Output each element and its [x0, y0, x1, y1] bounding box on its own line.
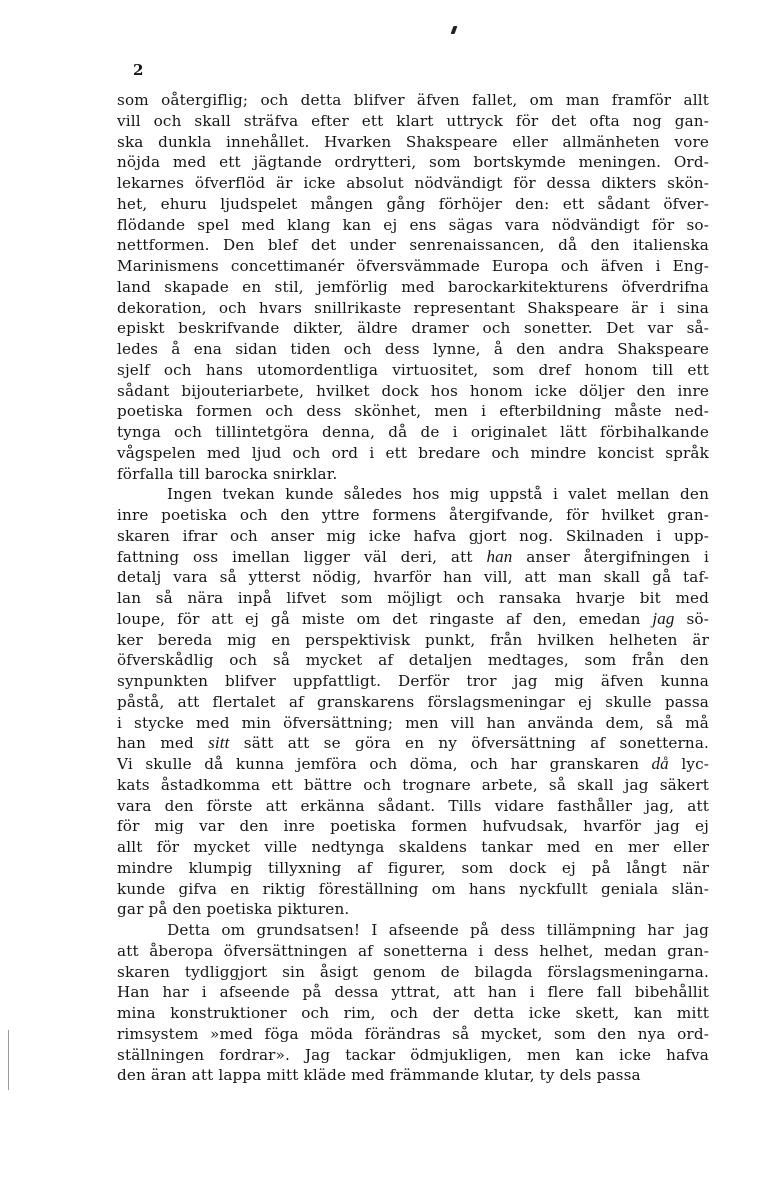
text-line: [117, 547, 709, 568]
text-run: tynga och tillintetgöra denna, då de i originalet lätt förbihalkande: [117, 423, 709, 441]
text-run: ska dunkla innehållet. Hvarken Shakspeare eller allmänheten vore: [117, 132, 709, 151]
text-run: kunde gifva en riktig föreställning om hans nyckfullt geniala slän-: [117, 879, 709, 898]
text-line: [117, 650, 709, 671]
text-line: [117, 775, 709, 796]
text-line: [117, 401, 709, 422]
italic-word: då: [651, 754, 669, 773]
text-line: [117, 588, 709, 609]
text-line: [117, 609, 709, 630]
text-run: rimsystem »med föga möda förändras så mycket, som den nya ord-: [117, 1024, 709, 1043]
text-run: mindre klumpig tillyxning af figurer, som dock ej på långt när: [117, 858, 709, 877]
paragraph: [117, 90, 709, 484]
text-run: att åberopa öfversättningen af sonetterna i dess helhet, medan gran-: [117, 941, 709, 960]
text-run: Marinismens concettimanér öfversvämmade Europa och äfven i Eng-: [117, 257, 709, 275]
text-run: dekoration, och hvars snillrikaste representant Shakspeare är i sina: [117, 298, 709, 317]
text-run: land skapade en stil, jemförlig med barockarkitekturens öfverdrifna: [117, 277, 709, 296]
text-run: gar på den poetiska pikturen.: [117, 900, 350, 919]
text-run: kats åstadkomma ett bättre och trognare arbete, så skall jag säkert: [117, 775, 709, 794]
text-line: [117, 858, 709, 879]
text-line: [117, 194, 709, 215]
text-line: [117, 567, 709, 588]
text-line: [117, 671, 709, 692]
text-line: [117, 816, 709, 837]
text-run: lyc-: [668, 755, 710, 773]
text-line: [117, 982, 709, 1003]
text-line: [117, 422, 709, 443]
text-line: [117, 298, 709, 319]
text-line: [117, 941, 709, 962]
text-run: han med: [117, 734, 209, 753]
text-line: [117, 899, 709, 920]
text-run: ker bereda mig en perspektivisk punkt, från hvilken helheten är: [117, 630, 709, 649]
text-run: den äran att lappa mitt kläde med främmande klutar, ty dels passa: [117, 1066, 641, 1085]
text-run: ställningen fordrar». Jag tackar ödmjukligen, men kan icke hafva: [117, 1045, 709, 1064]
text-line: [117, 111, 709, 132]
text-line: [117, 1003, 709, 1024]
text-run: förfalla till barocka snirklar.: [117, 464, 338, 483]
text-run: vill och skall sträfva efter ett klart uttryck för det ofta nog gan-: [117, 111, 709, 130]
body-text: [117, 90, 709, 1086]
text-run: påstå, att flertalet af granskarens förslagsmeningar ej skulle passa: [117, 692, 709, 711]
text-line: [117, 1045, 709, 1066]
text-run: sjelf och hans utomordentliga virtuositet, som dref honom till ett: [117, 360, 709, 379]
text-run: het, ehuru ljudspelet mången gång förhöjer den: ett sådant öfver-: [117, 194, 709, 213]
text-run: skaren tydliggjort sin åsigt genom de bilagda förslagsmeningarna.: [117, 962, 709, 981]
text-line: [117, 796, 709, 817]
text-line: [117, 339, 709, 360]
text-run: Han har i afseende på dessa yttrat, att han i flere fall bibehållit: [117, 983, 709, 1002]
text-line: [117, 256, 709, 277]
text-line: [117, 277, 709, 298]
paragraph: [117, 484, 709, 920]
text-run: loupe, för att ej gå miste om det ringaste af den, emedan: [117, 609, 653, 628]
text-run: skaren ifrar och anser mig icke hafva gjort nog. Skilnaden i upp-: [117, 526, 709, 545]
text-line: [117, 920, 709, 941]
text-run: episkt beskrifvande dikter, äldre dramer och sonetter. Det var så-: [117, 319, 709, 338]
text-run: fattning oss imellan ligger väl deri, att: [117, 547, 487, 566]
text-run: anser återgifningen i: [512, 547, 709, 566]
text-run: flödande spel med klang kan ej ens sägas vara nödvändigt för so-: [117, 215, 709, 234]
text-run: för mig var den inre poetiska formen hufvudsak, hvarför jag ej: [117, 817, 709, 836]
text-run: inre poetiska och den yttre formens återgifvande, för hvilket gran-: [117, 506, 709, 524]
text-line: [117, 754, 709, 775]
italic-word: han: [486, 546, 513, 566]
text-run: vara den förste att erkänna sådant. Tills vidare fasthåller jag, att: [117, 796, 709, 815]
text-line: [117, 318, 709, 339]
text-run: sö-: [674, 609, 709, 628]
text-line: [117, 1024, 709, 1045]
text-run: lan så nära inpå lifvet som möjligt och ransaka hvarje bit med: [117, 589, 709, 607]
text-run: som oåtergiflig; och detta blifver äfven fallet, om man framför allt: [117, 91, 709, 109]
text-run: mina konstruktioner och rim, och der detta icke skett, kan mitt: [117, 1004, 709, 1022]
text-line: [117, 962, 709, 983]
text-line: [117, 443, 709, 464]
text-line: [117, 464, 709, 485]
text-line: [117, 90, 709, 111]
text-run: sätt att se göra en ny öfversättning af sonetterna.: [229, 734, 710, 753]
text-line: [117, 381, 709, 402]
text-run: ledes å ena sidan tiden och dess lynne, å den andra Shakspeare: [117, 340, 709, 358]
text-run: vågspelen med ljud och ord i ett bredare och mindre koncist språk: [117, 443, 709, 462]
text-line: [117, 692, 709, 713]
text-run: synpunkten blifver uppfattligt. Derför tror jag mig äfven kunna: [117, 672, 709, 690]
text-line: [117, 526, 709, 547]
text-run: detalj vara så ytterst nödig, hvarför han vill, att man skall gå taf-: [117, 568, 709, 587]
text-run: nöjda med ett jägtande ordrytteri, som bortskymde meningen. Ord-: [117, 153, 709, 172]
paragraph: [117, 920, 709, 1086]
text-line: [117, 484, 709, 505]
text-line: [117, 630, 709, 651]
text-run: Detta om grundsatsen! I afseende på dess tillämpning har jag: [167, 921, 709, 939]
text-line: [117, 733, 709, 754]
text-run: lekarnes öfverflöd är icke absolut nödvändigt för dessa dikters skön-: [117, 174, 709, 192]
text-line: [117, 152, 709, 173]
text-run: öfverskådlig och så mycket af detaljen medtages, som från den: [117, 651, 709, 670]
italic-word: sitt: [208, 733, 230, 753]
text-run: Vi skulle då kunna jemföra och döma, och har granskaren: [117, 755, 652, 773]
text-run: nettformen. Den blef det under senrenaissancen, då den italienska: [117, 236, 709, 255]
page-number: 2: [133, 61, 144, 79]
text-line: [117, 173, 709, 194]
text-run: poetiska formen och dess skönhet, men i efterbildning måste ned-: [117, 402, 709, 421]
ink-mark: [451, 26, 458, 34]
text-line: [117, 713, 709, 734]
text-run: i stycke med min öfversättning; men vill han använda dem, så må: [117, 713, 709, 732]
page-edge-mark: [8, 1030, 9, 1090]
text-line: [117, 505, 709, 526]
italic-word: jag: [652, 608, 675, 628]
text-line: [117, 1065, 709, 1086]
text-run: sådant bijouteriarbete, hvilket dock hos honom icke döljer den inre: [117, 381, 709, 400]
text-run: Ingen tvekan kunde således hos mig uppstå i valet mellan den: [167, 485, 709, 504]
text-line: [117, 837, 709, 858]
text-line: [117, 360, 709, 381]
text-line: [117, 132, 709, 153]
text-line: [117, 879, 709, 900]
text-line: [117, 235, 709, 256]
text-line: [117, 215, 709, 236]
text-run: allt för mycket ville nedtynga skaldens tankar med en mer eller: [117, 838, 709, 856]
